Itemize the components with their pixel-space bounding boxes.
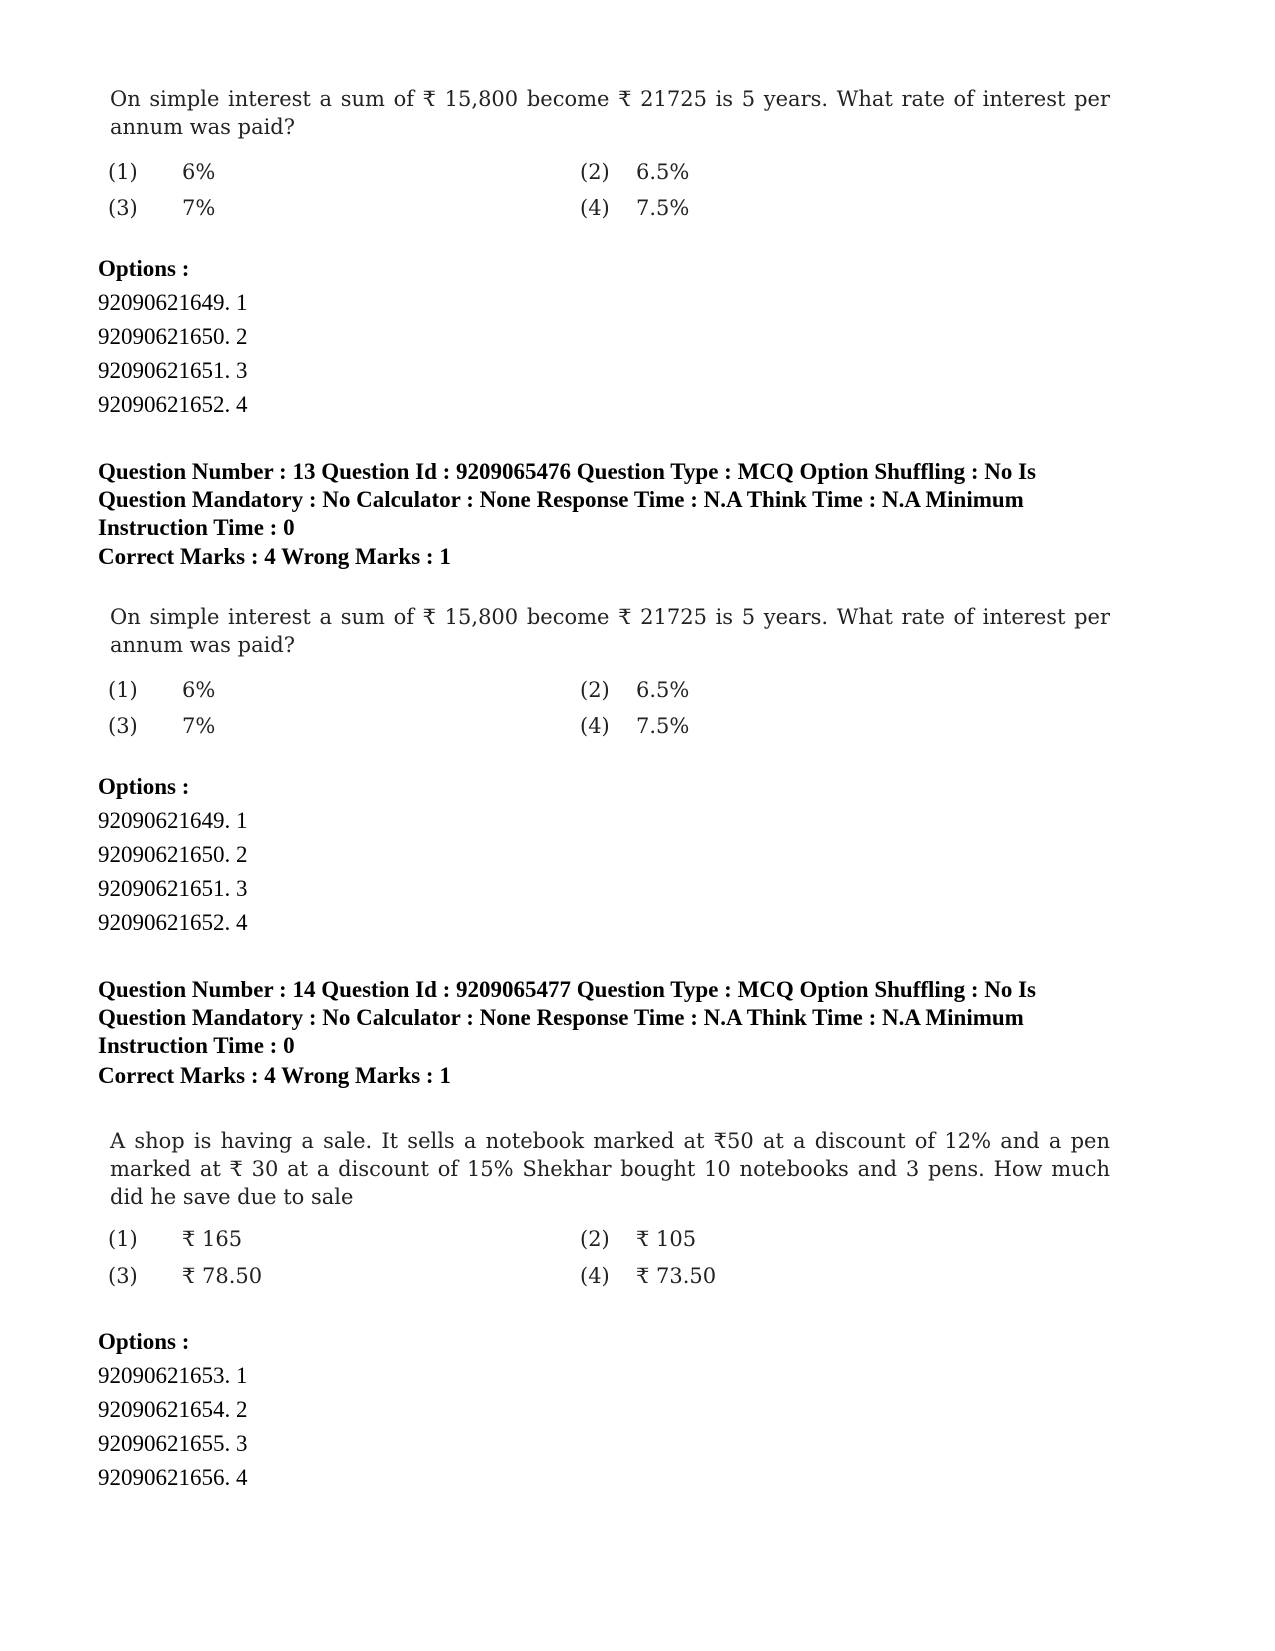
choice-4 — [580, 1262, 716, 1290]
options-title: Options : — [98, 256, 190, 281]
option-item: 92090621649. 1 — [98, 290, 248, 315]
choice-1 — [108, 1225, 242, 1253]
choice-number: (4) — [580, 1264, 610, 1288]
options-title: Options : — [98, 774, 190, 799]
option-item: 92090621654. 2 — [98, 1397, 248, 1422]
choice-text: 7% — [182, 196, 216, 220]
choice-text: ₹ 165 — [182, 1227, 243, 1251]
options-list — [98, 252, 248, 422]
choice-text: 6% — [182, 678, 216, 702]
choice-text: ₹ 73.50 — [636, 1264, 717, 1288]
option-item: 92090621651. 3 — [98, 358, 248, 383]
choice-1 — [108, 158, 215, 186]
choice-text: 7.5% — [636, 196, 690, 220]
choice-3 — [108, 712, 215, 740]
option-item: 92090621652. 4 — [98, 910, 248, 935]
choice-number: (1) — [108, 1227, 138, 1251]
question-text: On simple interest a sum of ₹ 15,800 become ₹ 21725 is 5 years. What rate of interest per annum was paid? — [110, 87, 1110, 139]
choice-text: 6.5% — [636, 160, 690, 184]
marks-line: Correct Marks : 4 Wrong Marks : 1 — [98, 544, 451, 569]
choice-3 — [108, 1262, 262, 1290]
option-item: 92090621655. 3 — [98, 1431, 248, 1456]
choice-1 — [108, 676, 215, 704]
choice-number: (3) — [108, 714, 138, 738]
option-item: 92090621653. 1 — [98, 1363, 248, 1388]
options-list — [98, 770, 248, 940]
choice-number: (3) — [108, 1264, 138, 1288]
option-item: 92090621650. 2 — [98, 842, 248, 867]
option-item: 92090621656. 4 — [98, 1465, 248, 1490]
choice-number: (2) — [580, 1227, 610, 1251]
choice-2 — [580, 676, 689, 704]
option-item: 92090621651. 3 — [98, 876, 248, 901]
choice-4 — [580, 194, 689, 222]
choice-number: (2) — [580, 160, 610, 184]
choice-number: (4) — [580, 196, 610, 220]
options-title: Options : — [98, 1329, 190, 1354]
question-text: On simple interest a sum of ₹ 15,800 become ₹ 21725 is 5 years. What rate of interest per annum was paid? — [110, 605, 1110, 657]
choice-text: 7.5% — [636, 714, 690, 738]
marks-line: Correct Marks : 4 Wrong Marks : 1 — [98, 1063, 451, 1088]
choice-2 — [580, 158, 689, 186]
choice-number: (1) — [108, 678, 138, 702]
choice-number: (2) — [580, 678, 610, 702]
question-header: Question Number : 13 Question Id : 9209065476 Question Type : MCQ Option Shuffling : No Is Question Mandatory : No Calculator : None Response Time : N.A Think Time : N.A Minimum Instruction Time : 0 — [98, 459, 1037, 540]
choice-number: (3) — [108, 196, 138, 220]
option-item: 92090621649. 1 — [98, 808, 248, 833]
choice-text: 6.5% — [636, 678, 690, 702]
choice-number: (1) — [108, 160, 138, 184]
question-text: A shop is having a sale. It sells a notebook marked at ₹50 at a discount of 12% and a pen marked at ₹ 30 at a discount of 15% Shekhar bought 10 notebooks and 3 pens. How much did he save due to sale — [110, 1129, 1110, 1209]
question-header: Question Number : 14 Question Id : 9209065477 Question Type : MCQ Option Shuffling : No Is Question Mandatory : No Calculator : None Response Time : N.A Think Time : N.A Minimum Instruction Time : 0 — [98, 977, 1037, 1058]
option-item: 92090621650. 2 — [98, 324, 248, 349]
choice-text: 6% — [182, 160, 216, 184]
choice-text: ₹ 105 — [636, 1227, 697, 1251]
choice-text: ₹ 78.50 — [182, 1264, 263, 1288]
option-item: 92090621652. 4 — [98, 392, 248, 417]
choice-4 — [580, 712, 689, 740]
options-list — [98, 1325, 248, 1495]
choice-3 — [108, 194, 215, 222]
choice-2 — [580, 1225, 696, 1253]
choice-text: 7% — [182, 714, 216, 738]
choice-number: (4) — [580, 714, 610, 738]
